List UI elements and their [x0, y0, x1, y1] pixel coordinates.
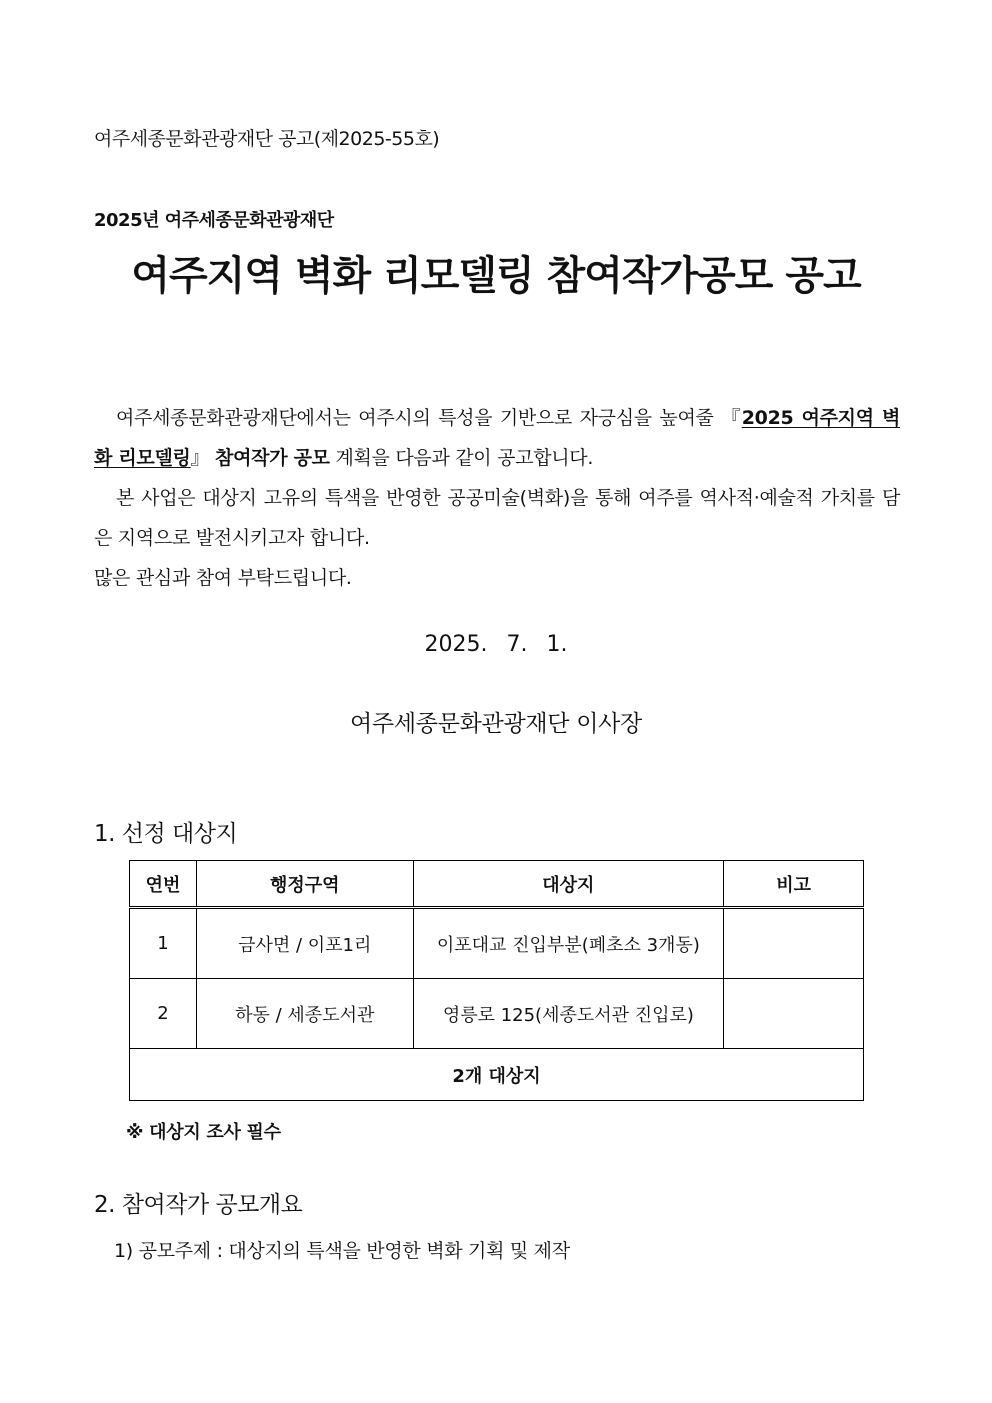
survey-note: ※ 대상지 조사 필수: [126, 1122, 281, 1143]
header-area: 행정구역: [196, 861, 413, 908]
signer: 여주세종문화관광재단 이사장: [350, 711, 642, 737]
cell-no: 1: [130, 908, 197, 979]
header-no: 연번: [130, 861, 197, 908]
table-header-row: [130, 861, 864, 908]
cell-area: 하동 / 세종도서관: [196, 979, 413, 1049]
header-remark: 비고: [724, 861, 864, 908]
intro-paragraph-2: 본 사업은 대상지 고유의 특색을 반영한 공공미술(벽화)을 통해 여주를 역사적·예술적 가치를 담은 지역으로 발전시키고자 합니다.: [94, 487, 900, 549]
cell-site: 영릉로 125(세종도서관 진입로): [413, 979, 724, 1049]
cell-remark: [724, 908, 864, 979]
cell-remark: [724, 979, 864, 1049]
cell-no: 2: [130, 979, 197, 1049]
quote-open: 『: [721, 407, 742, 429]
pre-title: 2025년 여주세종문화관광재단: [94, 210, 334, 231]
call-name: 참여작가 공모: [215, 447, 330, 469]
project-name: 2025 여주지역 벽화 리모델링: [94, 407, 900, 469]
intro-text: [94, 398, 900, 598]
intro-p1-tail: 계획을 다음과 같이 공고합니다.: [335, 447, 594, 469]
notice-date: 2025. 7. 1.: [424, 632, 568, 657]
sites-table: [129, 860, 864, 1101]
quote-close: 』: [190, 447, 210, 469]
section-1-title: 1. 선정 대상지: [94, 821, 238, 847]
intro-paragraph-1: [94, 398, 900, 478]
notice-number: 여주세종문화관광재단 공고(제2025-55호): [94, 128, 440, 150]
cell-area: 금사면 / 이포1리: [196, 908, 413, 979]
page-title: 여주지역 벽화 리모델링 참여작가공모 공고: [131, 253, 861, 299]
section-2-title: 2. 참여작가 공모개요: [94, 1192, 303, 1218]
cell-site: 이포대교 진입부분(폐초소 3개동): [413, 908, 724, 979]
section-2-item-1: 1) 공모주제 : 대상지의 특색을 반영한 벽화 기획 및 제작: [114, 1240, 570, 1262]
table-row: [130, 979, 864, 1049]
table-total-row: [130, 1049, 864, 1101]
intro-paragraph-3: 많은 관심과 참여 부탁드립니다.: [94, 567, 352, 589]
cell-total: 2개 대상지: [130, 1049, 864, 1101]
intro-p1-lead: 여주세종문화관광재단에서는 여주시의 특성을 기반으로 자긍심을 높여줄: [116, 407, 714, 429]
header-site: 대상지: [413, 861, 724, 908]
table-row: [130, 908, 864, 979]
